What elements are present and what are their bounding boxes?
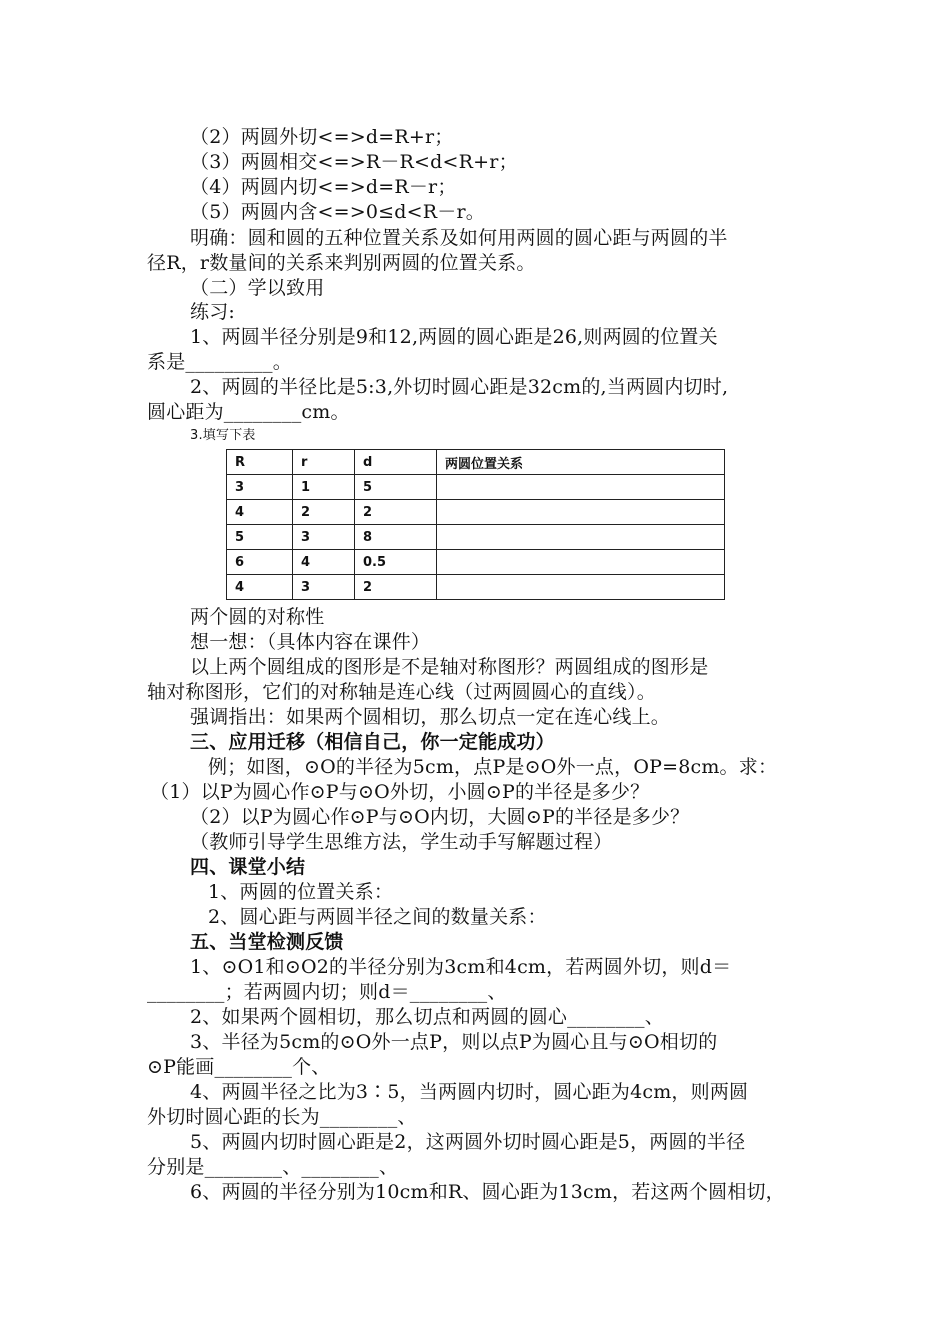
- section-heading: 三、应用迁移（相信自己，你一定能成功）: [190, 731, 555, 753]
- header-cell: R: [227, 450, 293, 475]
- table-cell: 2: [355, 500, 437, 525]
- text-line: （3）两圆相交<=>R－R<d<R+r；: [190, 151, 518, 173]
- table-cell: [437, 475, 725, 500]
- exercise-line: 外切时圆心距的长为________、: [147, 1106, 417, 1128]
- text-line: 两个圆的对称性: [190, 606, 325, 628]
- example-line: 例；如图，⊙O的半径为5cm，点P是⊙O外一点，OP=8cm。求：: [208, 756, 778, 778]
- table-header-row: [227, 450, 725, 475]
- header-cell: r: [293, 450, 355, 475]
- table-cell: 0.5: [355, 550, 437, 575]
- exercise-line: 系是_________。: [147, 351, 292, 373]
- text-line: 想一想：（具体内容在课件）: [190, 631, 431, 653]
- section-heading: 四、课堂小结: [190, 856, 306, 878]
- table-cell: 8: [355, 525, 437, 550]
- section-heading: （二）学以致用: [190, 277, 325, 299]
- exercise-line: 分别是________、________、: [147, 1156, 399, 1178]
- table-cell: [437, 550, 725, 575]
- table-cell: 3: [227, 475, 293, 500]
- header-cell: 两圆位置关系: [437, 450, 725, 475]
- table-row: [227, 525, 725, 550]
- table-cell: 4: [293, 550, 355, 575]
- text-line: 径R，r数量间的关系来判别两圆的位置关系。: [147, 252, 536, 274]
- table-cell: [437, 575, 725, 600]
- exercise-line: ⊙P能画________个、: [147, 1056, 331, 1078]
- exercise-line: 1、⊙O1和⊙O2的半径分别为3cm和4cm，若两圆外切，则d＝: [190, 956, 732, 978]
- exercise-line: 6、两圆的半径分别为10cm和R、圆心距为13cm，若这两个圆相切，: [190, 1181, 785, 1203]
- table-row: [227, 550, 725, 575]
- table-cell: 2: [293, 500, 355, 525]
- table-row: [227, 475, 725, 500]
- exercise-line: 2、如果两个圆相切，那么切点和两圆的圆心________、: [190, 1006, 664, 1028]
- table-row: [227, 575, 725, 600]
- text-line: 强调指出：如果两个圆相切，那么切点一定在连心线上。: [190, 706, 671, 728]
- text-line: 明确：圆和圆的五种位置关系及如何用两圆的圆心距与两圆的半: [190, 227, 728, 249]
- relation-table: [226, 449, 725, 600]
- example-line: （1）以P为圆心作⊙P与⊙O外切，小圆⊙P的半径是多少？: [150, 781, 650, 803]
- table-cell: 5: [227, 525, 293, 550]
- text-line: （4）两圆内切<=>d=R－r；: [190, 176, 457, 198]
- text-line: 1、两圆的位置关系：: [208, 881, 394, 903]
- exercise-line: 1、两圆半径分别是9和12,两圆的圆心距是26,则两圆的位置关: [190, 326, 718, 348]
- text-line: （2）两圆外切<=>d=R+r；: [190, 126, 454, 148]
- section-heading: 五、当堂检测反馈: [190, 931, 344, 953]
- text-line: （教师引导学生思维方法，学生动手写解题过程）: [190, 831, 613, 853]
- example-line: （2）以P为圆心作⊙P与⊙O内切，大圆⊙P的半径是多少？: [190, 806, 690, 828]
- table-cell: 5: [355, 475, 437, 500]
- header-cell: d: [355, 450, 437, 475]
- text-line: （5）两圆内含<=>0≤d<R－r。: [190, 201, 485, 223]
- exercise-line: 2、两圆的半径比是5:3,外切时圆心距是32cm的,当两圆内切时,: [190, 376, 729, 398]
- table-cell: 3: [293, 525, 355, 550]
- table-row: [227, 500, 725, 525]
- table-cell: [437, 525, 725, 550]
- text-line: 练习:: [190, 301, 236, 323]
- exercise-line: 圆心距为________cm。: [147, 401, 350, 423]
- text-line: 轴对称图形，它们的对称轴是连心线（过两圆圆心的直线）。: [147, 681, 656, 703]
- table-cell: 4: [227, 500, 293, 525]
- exercise-line: 5、两圆内切时圆心距是2，这两圆外切时圆心距是5，两圆的半径: [190, 1131, 746, 1153]
- exercise-line: 4、两圆半径之比为3∶5，当两圆内切时，圆心距为4cm，则两圆: [190, 1081, 749, 1103]
- table-cell: 6: [227, 550, 293, 575]
- text-line: 2、圆心距与两圆半径之间的数量关系：: [208, 906, 547, 928]
- exercise-line: ________；若两圆内切；则d＝________、: [147, 981, 507, 1003]
- table-cell: 2: [355, 575, 437, 600]
- text-line: 以上两个圆组成的图形是不是轴对称图形？两圆组成的图形是: [190, 656, 709, 678]
- table-caption: 3.填写下表: [190, 428, 256, 443]
- table-cell: [437, 500, 725, 525]
- table-cell: 3: [293, 575, 355, 600]
- exercise-line: 3、半径为5cm的⊙O外一点P，则以点P为圆心且与⊙O相切的: [190, 1031, 718, 1053]
- table-cell: 4: [227, 575, 293, 600]
- table-cell: 1: [293, 475, 355, 500]
